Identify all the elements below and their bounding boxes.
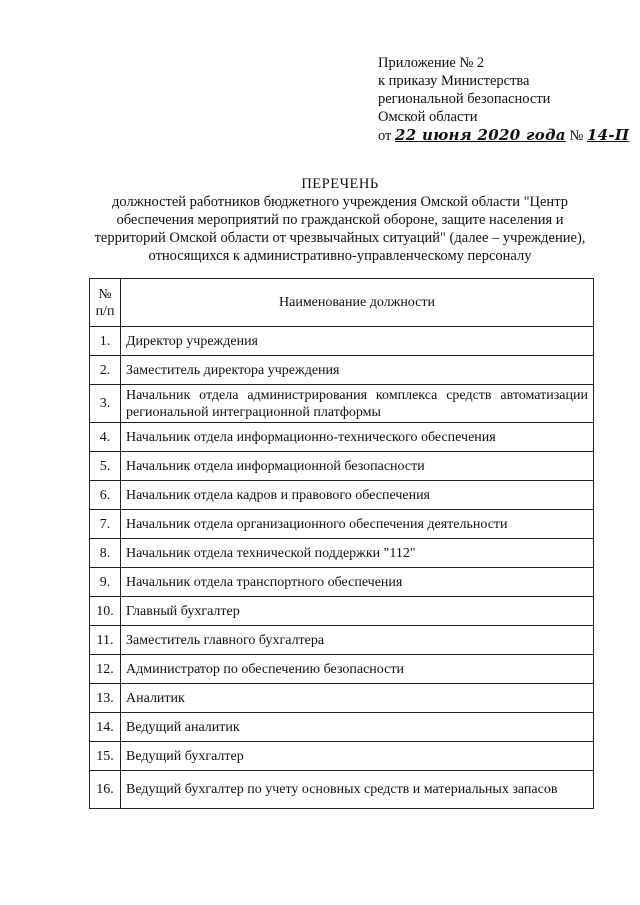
appendix-region: Омской области <box>378 109 478 125</box>
position-name: Начальник отдела организационного обеспечения деятельности <box>121 510 594 539</box>
row-number: 6. <box>90 481 121 510</box>
row-number: 16. <box>90 771 121 809</box>
title-line-1: должностей работников бюджетного учреждения Омской области "Центр <box>112 194 568 210</box>
row-number: 4. <box>90 423 121 452</box>
table-row <box>90 684 594 713</box>
row-number: 5. <box>90 452 121 481</box>
handwritten-date: 22 июня 2020 года <box>395 126 566 144</box>
table-row <box>90 510 594 539</box>
row-number: 1. <box>90 327 121 356</box>
row-number: 2. <box>90 356 121 385</box>
row-number: 14. <box>90 713 121 742</box>
appendix-date-line <box>378 126 629 145</box>
table-row <box>90 356 594 385</box>
table-row <box>90 655 594 684</box>
position-name: Заместитель главного бухгалтера <box>121 626 594 655</box>
table-row <box>90 771 594 809</box>
column-header-position: Наименование должности <box>121 279 594 327</box>
table-row <box>90 327 594 356</box>
position-name: Начальник отдела кадров и правового обеспечения <box>121 481 594 510</box>
appendix-order-ref: к приказу Министерства <box>378 73 530 89</box>
row-number: 10. <box>90 597 121 626</box>
position-name: Аналитик <box>121 684 594 713</box>
table-row <box>90 568 594 597</box>
position-name: Начальник отдела администрирования комплекса средств автоматизации региональной интеграционной платформы <box>121 385 594 423</box>
table-row <box>90 626 594 655</box>
position-name: Заместитель директора учреждения <box>121 356 594 385</box>
column-header-number: № п/п <box>90 279 121 327</box>
position-name: Начальник отдела технической поддержки "112" <box>121 539 594 568</box>
handwritten-order-number: 14-П <box>586 126 630 144</box>
table-row <box>90 742 594 771</box>
row-number: 15. <box>90 742 121 771</box>
table-row <box>90 452 594 481</box>
table-row <box>90 539 594 568</box>
position-name: Начальник отдела транспортного обеспечения <box>121 568 594 597</box>
table-row <box>90 481 594 510</box>
position-name: Ведущий аналитик <box>121 713 594 742</box>
row-number: 7. <box>90 510 121 539</box>
position-name: Начальник отдела информационно-технического обеспечения <box>121 423 594 452</box>
table-header-row <box>90 279 594 327</box>
positions-table <box>89 278 594 809</box>
number-prefix: № <box>569 128 584 144</box>
title-line-2: обеспечения мероприятий по гражданской обороне, защите населения и <box>116 212 564 228</box>
position-name: Ведущий бухгалтер по учету основных средств и материальных запасов <box>121 771 594 809</box>
table-row <box>90 385 594 423</box>
appendix-ministry: региональной безопасности <box>378 91 551 107</box>
table-row <box>90 423 594 452</box>
row-number: 3. <box>90 385 121 423</box>
position-name: Администратор по обеспечению безопасности <box>121 655 594 684</box>
row-number: 8. <box>90 539 121 568</box>
title-line-3: территорий Омской области от чрезвычайных ситуаций" (далее – учреждение), <box>94 230 586 246</box>
position-name: Начальник отдела информационной безопасности <box>121 452 594 481</box>
title-heading: ПЕРЕЧЕНЬ <box>301 176 379 192</box>
position-name: Ведущий бухгалтер <box>121 742 594 771</box>
row-number: 9. <box>90 568 121 597</box>
row-number: 12. <box>90 655 121 684</box>
row-number: 13. <box>90 684 121 713</box>
row-number: 11. <box>90 626 121 655</box>
position-name: Директор учреждения <box>121 327 594 356</box>
table-row <box>90 597 594 626</box>
title-line-4: относящихся к административно-управленческому персоналу <box>148 248 532 264</box>
table-row <box>90 713 594 742</box>
document-title <box>70 175 610 265</box>
position-name: Главный бухгалтер <box>121 597 594 626</box>
appendix-header <box>378 54 629 145</box>
appendix-number: Приложение № 2 <box>378 55 485 71</box>
date-prefix: от <box>378 128 392 144</box>
